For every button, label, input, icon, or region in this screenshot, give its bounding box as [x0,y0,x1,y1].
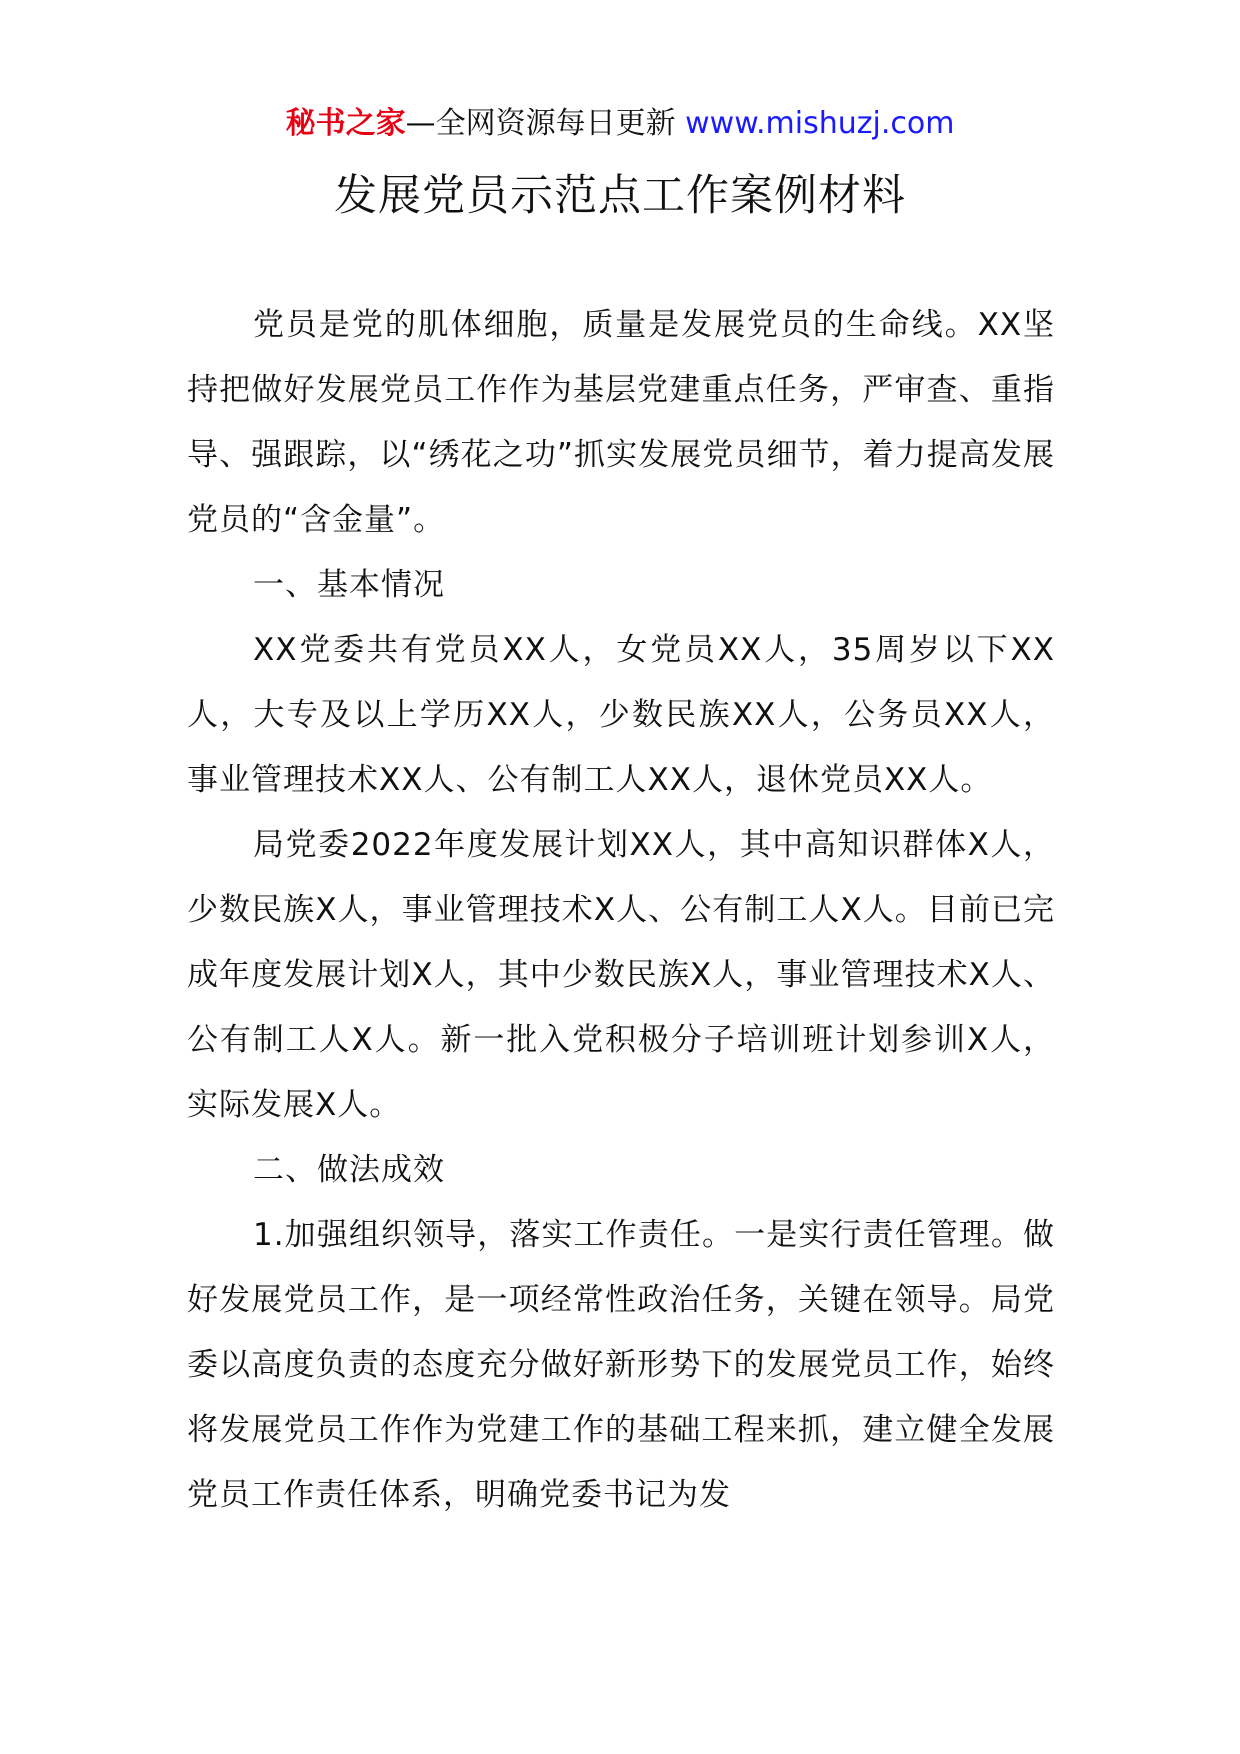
body-paragraph: XX党委共有党员XX人，女党员XX人，35周岁以下XX人，大专及以上学历XX人，少数民族XX人，公务员XX人，事业管理技术XX人、公有制工人XX人，退休党员XX人。 [187,632,1055,798]
document-title: 发展党员示范点工作案例材料 [334,171,906,221]
section-heading-practices: 二、做法成效 [253,1152,445,1188]
site-tagline: —全网资源每日更新 [405,106,676,141]
body-paragraph: 局党委2022年度发展计划XX人，其中高知识群体X人，少数民族X人，事业管理技术X人、公有制工人X人。目前已完成年度发展计划X人，其中少数民族X人，事业管理技术X人、公有制工人X人。新一批入党积极分子培训班计划参训X人，实际发展X人。 [187,827,1055,1123]
document-body [187,293,1055,1528]
site-banner [0,104,1240,144]
intro-paragraph: 党员是党的肌体细胞，质量是发展党员的生命线。XX坚持把做好发展党员工作作为基层党建重点任务，严审查、重指导、强跟踪，以“绣花之功”抓实发展党员细节，着力提高发展党员的“含金量”。 [187,307,1055,538]
site-brand-name: 秘书之家 [285,106,406,141]
site-url-link[interactable]: www.mishuzj.com [685,106,955,141]
section-heading-basic-info: 一、基本情况 [253,567,445,603]
body-paragraph: 1.加强组织领导，落实工作责任。一是实行责任管理。做好发展党员工作，是一项经常性政治任务，关键在领导。局党委以高度负责的态度充分做好新形势下的发展党员工作，始终将发展党员工作作为党建工作的基础工程来抓，建立健全发展党员工作责任体系，明确党委书记为发 [187,1217,1055,1513]
